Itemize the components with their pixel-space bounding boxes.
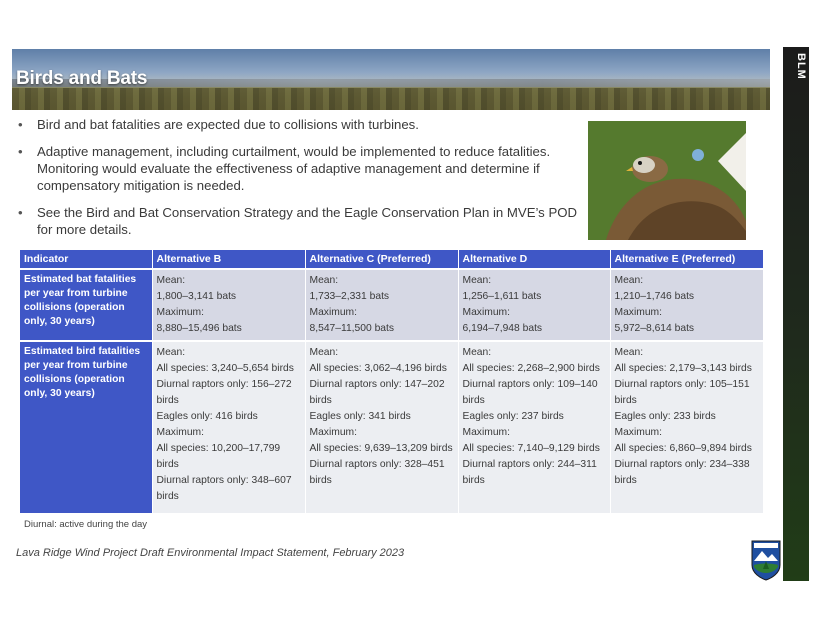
- bullet-list: [18, 116, 578, 248]
- table-cell: Mean: All species: 3,062–4,196 birds Diurnal raptors only: 147–202 birds Eagles only: 341 birds Maximum: All species: 9,639–13,209 birds Diurnal raptors only: 328–451 birds: [305, 341, 458, 513]
- table-row: [20, 269, 763, 341]
- column-header: Indicator: [20, 250, 152, 269]
- table-cell: Mean: All species: 3,240–5,654 birds Diurnal raptors only: 156–272 birds Eagles only: 416 birds Maximum: All species: 10,200–17,799 birds Diurnal raptors only: 348–607 birds: [152, 341, 305, 513]
- table-cell: Mean: 1,256–1,611 bats Maximum: 6,194–7,948 bats: [458, 269, 610, 341]
- hawk-illustration-icon: [588, 121, 746, 240]
- column-header: Alternative E (Preferred): [610, 250, 763, 269]
- blm-shield-icon: [750, 539, 782, 581]
- bullet-item: • Bird and bat fatalities are expected due to collisions with turbines.: [18, 116, 578, 133]
- fatalities-table: [20, 250, 764, 513]
- column-header: Alternative D: [458, 250, 610, 269]
- table-cell: Mean: All species: 2,179–3,143 birds Diurnal raptors only: 105–151 birds Eagles only: 233 birds Maximum: All species: 6,860–9,894 birds Diurnal raptors only: 234–338 birds: [610, 341, 763, 513]
- blm-logo: [750, 539, 782, 581]
- table-cell: Mean: All species: 2,268–2,900 birds Diurnal raptors only: 109–140 birds Eagles only: 237 birds Maximum: All species: 7,140–9,129 birds Diurnal raptors only: 244–311 birds: [458, 341, 610, 513]
- bullet-item: • Adaptive management, including curtailment, would be implemented to reduce fatalities. Monitoring would evaluate the effectiveness of adaptive management and determine if compensatory mitigation is needed.: [18, 143, 578, 194]
- page-title: Birds and Bats: [16, 68, 148, 89]
- indicator-cell: Estimated bird fatalities per year from turbine collisions (operation only, 30 years): [20, 341, 152, 513]
- table-cell: Mean: 1,210–1,746 bats Maximum: 5,972–8,614 bats: [610, 269, 763, 341]
- table-header-row: [20, 250, 763, 269]
- column-header: Alternative C (Preferred): [305, 250, 458, 269]
- indicator-cell: Estimated bat fatalities per year from turbine collisions (operation only, 30 years): [20, 269, 152, 341]
- footnote: Diurnal: active during the day: [24, 519, 148, 530]
- agency-side-bar: [783, 47, 809, 581]
- agency-label: BLM: [795, 53, 807, 80]
- source-citation: Lava Ridge Wind Project Draft Environmental Impact Statement, February 2023: [16, 547, 405, 559]
- column-header: Alternative B: [152, 250, 305, 269]
- table-row: [20, 341, 763, 513]
- table-cell: Mean: 1,733–2,331 bats Maximum: 8,547–11,500 bats: [305, 269, 458, 341]
- bullet-item: • See the Bird and Bat Conservation Strategy and the Eagle Conservation Plan in MVE’s POD for more details.: [18, 204, 578, 238]
- banner-sagebrush: [12, 88, 770, 110]
- table-cell: Mean: 1,800–3,141 bats Maximum: 8,880–15,496 bats: [152, 269, 305, 341]
- hawk-photo: [588, 121, 746, 240]
